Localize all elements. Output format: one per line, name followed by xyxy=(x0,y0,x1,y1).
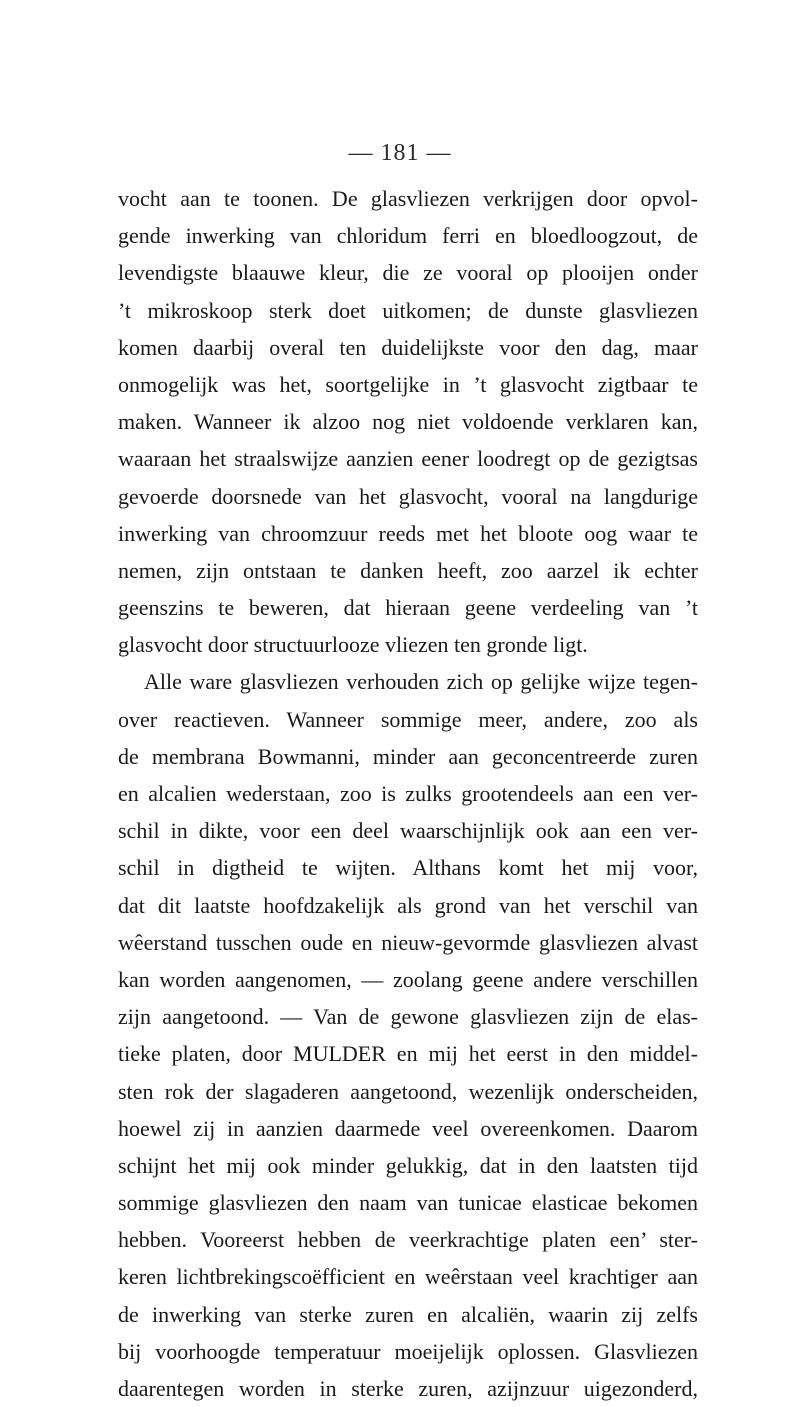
text-line: inwerking van chroomzuur reeds met het bloote oog waar te xyxy=(118,520,698,546)
text-line: onmogelijk was het, soortgelijke in ’t glasvocht zigtbaar te xyxy=(118,371,698,397)
text-line: hoewel zij in aanzien daarmede veel overeenkomen. Daarom xyxy=(118,1115,698,1141)
text-line: vocht aan te toonen. De glasvliezen verkrijgen door opvol- xyxy=(118,186,698,211)
text-line: zijn aangetoond. — Van de gewone glasvliezen zijn de elas- xyxy=(118,1004,698,1030)
text-line: nemen, zijn ontstaan te danken heeft, zoo aarzel ik echter xyxy=(118,557,698,583)
text-line: over reactieven. Wanneer sommige meer, andere, zoo als xyxy=(118,706,698,732)
text-line: kan worden aangenomen, — zoolang geene andere verschillen xyxy=(118,966,698,992)
text-line: schil in dikte, voor een deel waarschijnlijk ook aan een ver- xyxy=(118,818,698,844)
text-line: komen daarbij overal ten duidelijkste voor den dag, maar xyxy=(118,334,698,360)
text-line: schil in digtheid te wijten. Althans komt het mij voor, xyxy=(118,855,698,881)
text-line: sommige glasvliezen den naam van tunicae elasticae bekomen xyxy=(118,1190,698,1216)
body-text xyxy=(118,180,698,1407)
page-number: — 181 — xyxy=(348,140,452,166)
text-line: glasvocht door structuurlooze vliezen ten gronde ligt. xyxy=(118,632,588,658)
text-line: maken. Wanneer ik alzoo nog niet voldoende verklaren kan, xyxy=(118,409,698,435)
text-line: waaraan het straalswijze aanzien eener loodregt op de gezigtsas xyxy=(118,446,698,472)
text-line: Alle ware glasvliezen verhouden zich op gelijke wijze tegen- xyxy=(144,669,698,695)
text-line: tieke platen, door MULDER en mij het eerst in den middel- xyxy=(118,1041,698,1067)
text-line: gende inwerking van chloridum ferri en bloedloogzout, de xyxy=(118,223,698,249)
text-line: bij voorhoogde temperatuur moeijelijk oplossen. Glasvliezen xyxy=(118,1338,698,1364)
text-line: keren lichtbrekingscoëfficient en weêrstaan veel krachtiger aan xyxy=(118,1264,698,1290)
text-line: de inwerking van sterke zuren en alcaliën, waarin zij zelfs xyxy=(118,1301,698,1327)
text-line: geenszins te beweren, dat hieraan geene verdeeling van ’t xyxy=(118,595,698,621)
text-line: levendigste blaauwe kleur, die ze vooral op plooijen onder xyxy=(118,260,698,286)
text-line: sten rok der slagaderen aangetoond, wezenlijk onderscheiden, xyxy=(118,1078,698,1104)
text-line: ’t mikroskoop sterk doet uitkomen; de dunste glasvliezen xyxy=(118,297,698,323)
text-line: schijnt het mij ook minder gelukkig, dat in den laatsten tijd xyxy=(118,1152,698,1178)
text-line: daarentegen worden in sterke zuren, azijnzuur uigezonderd, xyxy=(118,1376,698,1401)
text-line: gevoerde doorsnede van het glasvocht, vooral na langdurige xyxy=(118,483,698,509)
text-line: wêerstand tusschen oude en nieuw-gevormde glasvliezen alvast xyxy=(118,929,698,955)
text-line: hebben. Vooreerst hebben de veerkrachtige platen een’ ster- xyxy=(118,1227,698,1253)
text-line: en alcalien wederstaan, zoo is zulks grootendeels aan een ver- xyxy=(118,781,698,806)
text-line: dat dit laatste hoofdzakelijk als grond van het verschil van xyxy=(118,892,698,918)
text-line: de membrana Bowmanni, minder aan geconcentreerde zuren xyxy=(118,743,698,769)
